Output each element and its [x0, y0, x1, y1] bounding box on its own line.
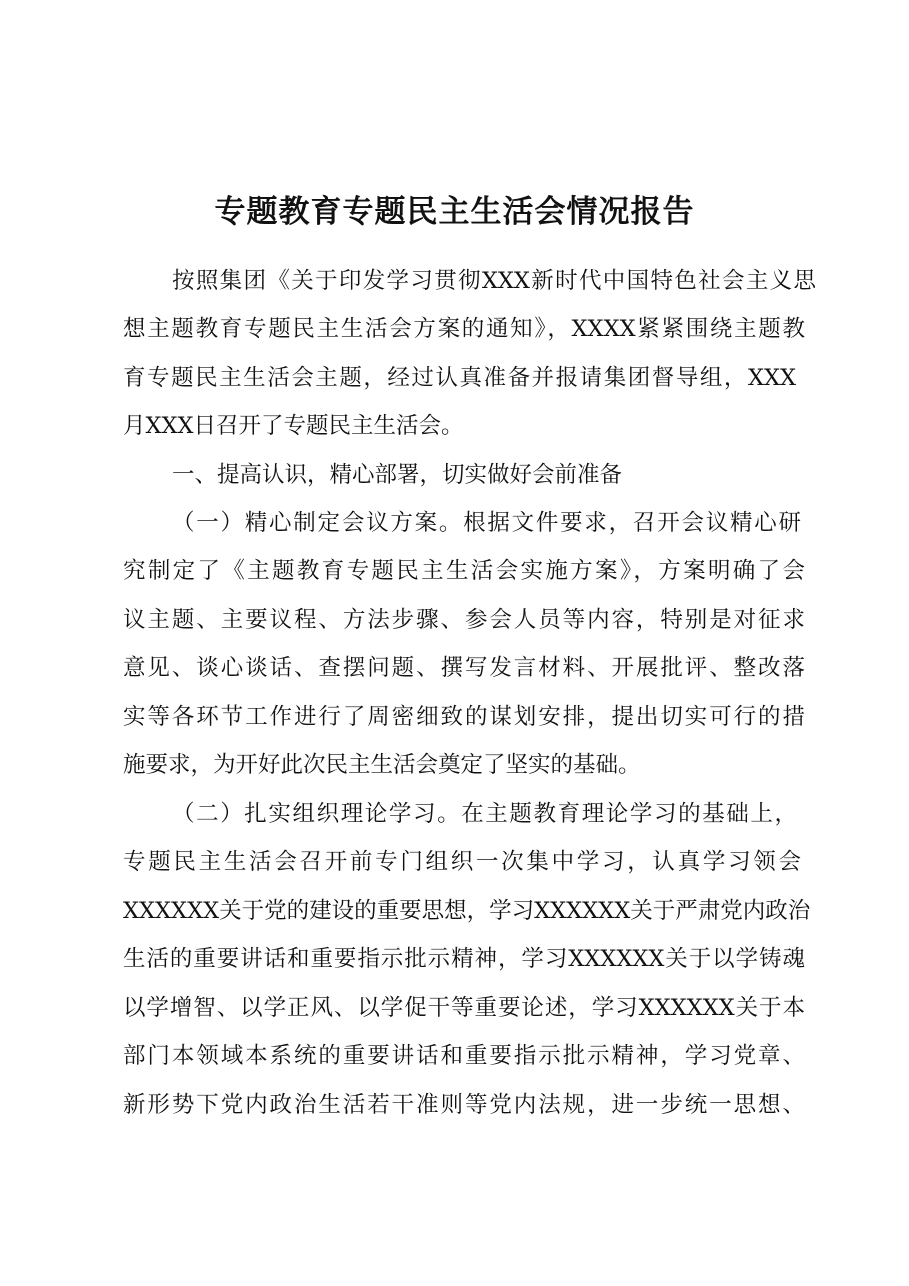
paragraph-line: 生活的重要讲话和重要指示批示精神，学习XXXXXX关于以学铸魂: [123, 946, 805, 972]
section-heading: 一、提高认识，精心部署，切实做好会前准备: [172, 462, 623, 488]
paragraph-line: 施要求，为开好此次民主生活会奠定了坚实的基础。: [123, 752, 641, 778]
paragraph-line: 育专题民主生活会主题，经过认真准备并报请集团督导组，XXX: [123, 365, 796, 391]
paragraph-line: XXXXXX关于党的建设的重要思想，学习XXXXXX关于严肃党内政治: [123, 898, 811, 924]
paragraph-line: 究制定了《主题教育专题民主生活会实施方案》，方案明确了会: [123, 558, 805, 584]
document-title: 专题教育专题民主生活会情况报告: [214, 194, 695, 230]
paragraph-line: 部门本领域本系统的重要讲话和重要指示批示精神，学习党章、: [123, 1043, 805, 1069]
paragraph-line: 意见、谈心谈话、查摆问题、撰写发言材料、开展批评、整改落: [123, 655, 805, 681]
paragraph-line: 议主题、主要议程、方法步骤、参会人员等内容，特别是对征求: [123, 607, 805, 633]
paragraph-line: （一）精心制定会议方案。根据文件要求，召开会议精心研: [172, 510, 801, 536]
paragraph-line: 想主题教育专题民主生活会方案的通知》，XXXX紧紧围绕主题教: [123, 316, 805, 342]
paragraph-line: 按照集团《关于印发学习贯彻XXX新时代中国特色社会主义思: [172, 268, 816, 294]
paragraph-line: （二）扎实组织理论学习。在主题教育理论学习的基础上，: [172, 801, 797, 827]
paragraph-line: 以学增智、以学正风、以学促干等重要论述，学习XXXXXX关于本: [123, 995, 805, 1021]
paragraph-line: 专题民主生活会召开前专门组织一次集中学习，认真学习领会: [123, 849, 801, 875]
paragraph-line: 新形势下党内政治生活若干准则等党内法规，进一步统一思想、: [123, 1092, 805, 1118]
paragraph-line: 月XXX日召开了专题民主生活会。: [123, 413, 464, 439]
paragraph-line: 实等各环节工作进行了周密细致的谋划安排，提出切实可行的措: [123, 704, 805, 730]
